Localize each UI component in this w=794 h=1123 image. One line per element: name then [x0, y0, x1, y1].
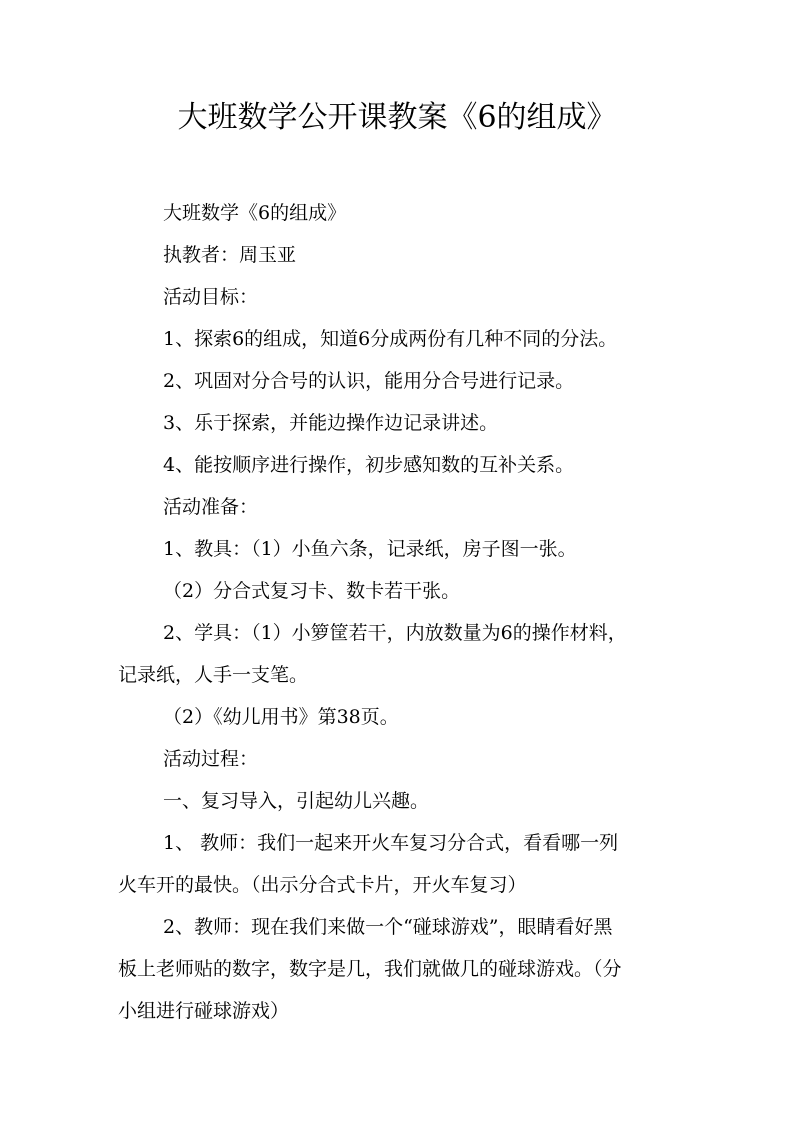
text-line-teaching-aids-2: （2）分合式复习卡、数卡若干张。	[163, 580, 461, 602]
text-line-student-materials-cont: 记录纸，人手一支笔。	[118, 664, 309, 686]
text-line-step-1-2-cont: 板上老师贴的数字，数字是几，我们就做几的碰球游戏。（分	[118, 958, 622, 980]
text-line-lesson-name: 大班数学《6的组成》	[163, 202, 347, 224]
text-line-step-1: 一、复习导入，引起幼儿兴趣。	[163, 790, 430, 812]
text-line-goal-1: 1、探索6的组成，知道6分成两份有几种不同的分法。	[163, 328, 618, 350]
text-line-teaching-aids: 1、教具：（1）小鱼六条，记录纸，房子图一张。	[163, 538, 577, 560]
text-line-student-materials-2: （2）《幼儿用书》第38页。	[163, 706, 399, 728]
text-line-goals-heading: 活动目标：	[163, 286, 259, 308]
text-line-step-1-1-cont: 火车开的最快。（出示分合式卡片，开火车复习）	[118, 874, 527, 896]
text-line-preparation-heading: 活动准备：	[163, 496, 259, 518]
text-line-step-1-1: 1、 教师：我们一起来开火车复习分合式，看看哪一列	[163, 832, 619, 854]
text-line-goal-3: 3、乐于探索，并能边操作边记录讲述。	[163, 412, 499, 434]
text-line-step-1-2: 2、教师：现在我们来做一个“碰球游戏”，眼睛看好黑	[163, 916, 613, 938]
text-line-goal-2: 2、巩固对分合号的认识，能用分合号进行记录。	[163, 370, 575, 392]
text-line-process-heading: 活动过程：	[163, 748, 259, 770]
text-line-student-materials: 2、学具：（1）小箩筐若干，内放数量为6的操作材料，	[163, 622, 627, 644]
text-line-teacher: 执教者：周玉亚	[163, 244, 297, 266]
text-line-goal-4: 4、能按顺序进行操作，初步感知数的互补关系。	[163, 454, 575, 476]
document-title: 大班数学公开课教案《6的组成》	[177, 100, 617, 135]
text-line-step-1-2-cont-2: 小组进行碰球游戏）	[118, 1000, 290, 1022]
